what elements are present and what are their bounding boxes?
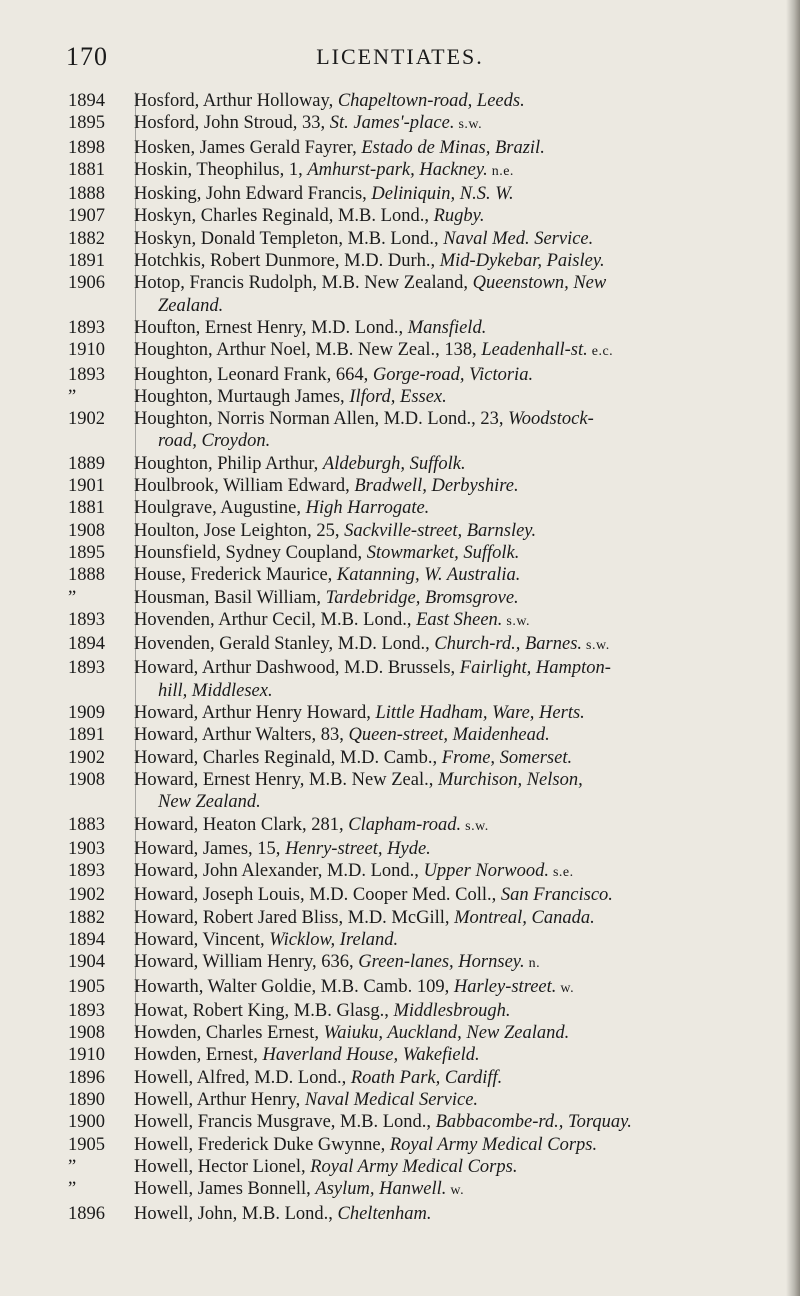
list-item xyxy=(68,542,768,564)
entry-year: 1907 xyxy=(68,206,105,227)
entry-text xyxy=(134,587,768,609)
entry-address: Queenstown, New xyxy=(472,273,607,294)
entry-text xyxy=(134,364,768,386)
entry-address: Leadenhall-st. xyxy=(481,340,588,361)
entry-text xyxy=(134,657,768,702)
entry-text xyxy=(134,1044,768,1066)
entry-address: Rugby. xyxy=(433,206,485,227)
entry-year: 1905 xyxy=(68,976,105,997)
page-edge-shadow xyxy=(786,0,800,1296)
entry-year: 1888 xyxy=(68,184,105,205)
entry-address-continuation: Zealand. xyxy=(158,295,224,316)
entry-text xyxy=(134,112,768,136)
entry-text xyxy=(134,929,768,951)
entry-text xyxy=(134,408,768,453)
page-number: 170 xyxy=(66,42,108,71)
entry-year: 1893 xyxy=(68,658,105,679)
entry-name: Hovenden, Gerald Stanley, M.D. Lond., xyxy=(134,634,435,655)
entry-text xyxy=(134,747,768,769)
entry-text xyxy=(134,633,768,657)
entry-address: Wicklow, Ireland. xyxy=(269,929,399,950)
entry-year: 1893 xyxy=(68,861,105,882)
list-item xyxy=(68,951,768,975)
entry-year: 1908 xyxy=(68,520,105,541)
entry-year: ” xyxy=(68,587,77,608)
entry-year: 1888 xyxy=(68,565,105,586)
entry-address: Fairlight, Hampton- xyxy=(459,658,611,679)
entry-year: 1906 xyxy=(68,273,105,294)
entry-address: Sackville-street, Barnsley. xyxy=(344,520,537,541)
entry-address: Deliniquin, N.S. W. xyxy=(371,184,514,205)
list-item xyxy=(68,250,768,272)
entry-name: Howard, Arthur Walters, 83, xyxy=(134,725,349,746)
list-item xyxy=(68,1156,768,1178)
list-item xyxy=(68,1067,768,1089)
entry-address: Haverland House, Wakefield. xyxy=(262,1045,480,1066)
list-item xyxy=(68,884,768,906)
entry-year: ” xyxy=(68,386,77,407)
entry-text xyxy=(134,228,768,250)
entry-name: Hosford, John Stroud, 33, xyxy=(134,113,330,134)
entry-district: s.e. xyxy=(548,865,574,881)
entry-name: Hosken, James Gerald Fayrer, xyxy=(134,137,362,158)
entry-name: House, Frederick Maurice, xyxy=(134,565,337,586)
entry-text xyxy=(134,564,768,586)
entry-name: Howarth, Walter Goldie, M.B. Camb. 109, xyxy=(134,976,454,997)
entry-address: Aldeburgh, Suffolk. xyxy=(322,453,466,474)
entry-year: 1904 xyxy=(68,952,105,973)
entry-address: Royal Army Medical Corps. xyxy=(389,1134,598,1155)
entry-name: Houfton, Ernest Henry, M.D. Lond., xyxy=(134,317,408,338)
list-item xyxy=(68,475,768,497)
entry-year: 1891 xyxy=(68,251,105,272)
entry-year: 1909 xyxy=(68,703,105,724)
entry-text xyxy=(134,724,768,746)
list-item xyxy=(68,317,768,339)
list-item xyxy=(68,90,768,112)
entry-name: Howden, Charles Ernest, xyxy=(134,1023,324,1044)
list-item xyxy=(68,657,768,702)
entry-address: San Francisco. xyxy=(500,885,613,906)
list-item xyxy=(68,587,768,609)
list-item xyxy=(68,1134,768,1156)
entry-name: Houghton, Philip Arthur, xyxy=(134,453,323,474)
entry-year: 1896 xyxy=(68,1067,105,1088)
list-item xyxy=(68,1203,768,1225)
entry-name: Hoskyn, Donald Templeton, M.B. Lond., xyxy=(134,228,444,249)
entry-name: Howden, Ernest, xyxy=(134,1045,263,1066)
entry-address: Naval Med. Service. xyxy=(443,228,594,249)
entry-district: s.w. xyxy=(502,613,531,629)
entry-name: Houghton, Arthur Noel, M.B. New Zeal., 138, xyxy=(134,340,482,361)
entry-name: Hotop, Francis Rudolph, M.B. New Zealand, xyxy=(134,273,473,294)
list-item xyxy=(68,860,768,884)
entry-address: Middlesbrough. xyxy=(393,1000,511,1021)
entry-address: Tardebridge, Bromsgrove. xyxy=(325,587,519,608)
entry-name: Hoskyn, Charles Reginald, M.B. Lond., xyxy=(134,206,434,227)
entry-year: 1908 xyxy=(68,769,105,790)
entry-name: Hovenden, Arthur Cecil, M.B. Lond., xyxy=(134,609,417,630)
entry-name: Houghton, Murtaugh James, xyxy=(134,386,350,407)
entry-text xyxy=(134,159,768,183)
entry-year: 1902 xyxy=(68,885,105,906)
entry-district: w. xyxy=(556,980,575,996)
entry-year: 1894 xyxy=(68,929,105,950)
entry-address: Church-rd., Barnes. xyxy=(434,634,583,655)
list-item xyxy=(68,633,768,657)
entry-address: Murchison, Nelson, xyxy=(437,769,583,790)
entry-text xyxy=(134,1000,768,1022)
entry-text xyxy=(134,542,768,564)
list-item xyxy=(68,769,768,814)
list-item xyxy=(68,564,768,586)
entry-text xyxy=(134,1178,768,1202)
entry-text xyxy=(134,317,768,339)
entry-year: 1894 xyxy=(68,91,105,111)
entry-address: Babbacombe-rd., Torquay. xyxy=(435,1112,632,1133)
entry-address: High Harrogate. xyxy=(305,498,430,519)
entry-text xyxy=(134,769,768,814)
entry-text xyxy=(134,1067,768,1089)
entry-year: 1910 xyxy=(68,340,105,361)
licentiates-list xyxy=(68,90,768,1225)
entry-address: Asylum, Hanwell. xyxy=(315,1179,447,1200)
list-item xyxy=(68,364,768,386)
entry-name: Howard, Vincent, xyxy=(134,929,270,950)
list-item xyxy=(68,747,768,769)
entry-address: Waiuku, Auckland, New Zealand. xyxy=(323,1023,570,1044)
entry-address: Montreal, Canada. xyxy=(454,907,595,928)
entry-district: s.w. xyxy=(454,117,483,133)
entry-address: Queen-street, Maidenhead. xyxy=(348,725,550,746)
entry-address: Upper Norwood. xyxy=(423,861,549,882)
entry-text xyxy=(134,1134,768,1156)
entry-district: e.c. xyxy=(587,344,614,360)
entry-name: Hotchkis, Robert Dunmore, M.D. Durh., xyxy=(134,251,440,272)
entry-name: Howell, Frederick Duke Gwynne, xyxy=(134,1134,390,1155)
entry-name: Howard, John Alexander, M.D. Lond., xyxy=(134,861,424,882)
entry-year: 1883 xyxy=(68,814,105,835)
entry-name: Howat, Robert King, M.B. Glasg., xyxy=(134,1000,394,1021)
entry-year: 1881 xyxy=(68,159,105,180)
list-item xyxy=(68,339,768,363)
list-item xyxy=(68,1089,768,1111)
entry-name: Hosford, Arthur Holloway, xyxy=(134,91,338,111)
entry-text xyxy=(134,814,768,838)
list-item xyxy=(68,228,768,250)
entry-name: Houghton, Norris Norman Allen, M.D. Lond., 23, xyxy=(134,409,509,430)
list-item xyxy=(68,272,768,317)
entry-name: Howard, William Henry, 636, xyxy=(134,952,359,973)
entry-year: 1893 xyxy=(68,364,105,385)
list-item xyxy=(68,1000,768,1022)
entry-year: 1893 xyxy=(68,609,105,630)
entry-address: Henry-street, Hyde. xyxy=(285,838,431,859)
list-item xyxy=(68,609,768,633)
entry-year: 1910 xyxy=(68,1045,105,1066)
entry-text xyxy=(134,976,768,1000)
entry-year: 1903 xyxy=(68,838,105,859)
entry-text xyxy=(134,205,768,227)
entry-year: 1900 xyxy=(68,1112,105,1133)
list-item xyxy=(68,1111,768,1133)
entry-name: Howard, Ernest Henry, M.B. New Zeal., xyxy=(134,769,438,790)
entry-year: 1893 xyxy=(68,1000,105,1021)
entry-district: s.w. xyxy=(461,818,489,834)
entry-year: 1908 xyxy=(68,1023,105,1044)
running-head: LICENTIATES. xyxy=(316,44,484,69)
entry-district: n. xyxy=(524,956,541,972)
entry-address: Naval Medical Service. xyxy=(304,1090,479,1111)
entry-year: 1898 xyxy=(68,137,105,158)
entry-address: Ilford, Essex. xyxy=(349,386,447,407)
list-item xyxy=(68,724,768,746)
entry-name: Howell, John, M.B. Lond., xyxy=(134,1203,338,1224)
entry-year: 1895 xyxy=(68,113,105,134)
entry-year: 1894 xyxy=(68,634,105,655)
entry-text xyxy=(134,183,768,205)
entry-name: Hounsfield, Sydney Coupland, xyxy=(134,542,367,563)
entry-address: Gorge-road, Victoria. xyxy=(372,364,534,385)
entry-name: Howell, Hector Lionel, xyxy=(134,1156,311,1177)
entry-name: Houlton, Jose Leighton, 25, xyxy=(134,520,345,541)
entry-address: Amhurst-park, Hackney. xyxy=(307,159,488,180)
entry-address: Green-lanes, Hornsey. xyxy=(358,952,525,973)
list-item xyxy=(68,137,768,159)
list-item xyxy=(68,838,768,860)
list-item xyxy=(68,929,768,951)
entry-address: East Sheen. xyxy=(416,609,503,630)
list-item xyxy=(68,1022,768,1044)
entry-year: 1895 xyxy=(68,542,105,563)
entry-address: Royal Army Medical Corps. xyxy=(310,1156,518,1177)
list-item xyxy=(68,1044,768,1066)
entry-name: Houlbrook, William Edward, xyxy=(134,476,355,497)
list-item xyxy=(68,112,768,136)
entry-district: w. xyxy=(446,1183,465,1199)
entry-text xyxy=(134,386,768,408)
entry-year: 1882 xyxy=(68,907,105,928)
list-item xyxy=(68,976,768,1000)
entry-district: n.e. xyxy=(487,163,514,179)
entry-text xyxy=(134,1203,768,1225)
entry-address: Mansfield. xyxy=(407,317,487,338)
entry-year: 1896 xyxy=(68,1203,105,1224)
entry-name: Howard, Joseph Louis, M.D. Cooper Med. Coll., xyxy=(134,885,501,906)
entry-address: Mid-Dykebar, Paisley. xyxy=(439,251,605,272)
entry-name: Houghton, Leonard Frank, 664, xyxy=(134,364,373,385)
entry-address: Chapeltown-road, Leeds. xyxy=(337,91,525,111)
entry-text xyxy=(134,250,768,272)
entry-name: Howard, Charles Reginald, M.D. Camb., xyxy=(134,747,442,768)
list-item xyxy=(68,814,768,838)
entry-text xyxy=(134,1156,768,1178)
list-item xyxy=(68,702,768,724)
entry-name: Howell, Alfred, M.D. Lond., xyxy=(134,1067,351,1088)
list-item xyxy=(68,386,768,408)
list-item xyxy=(68,159,768,183)
entry-address: Harley-street. xyxy=(453,976,557,997)
entry-address: Frome, Somerset. xyxy=(441,747,573,768)
entry-year: 1881 xyxy=(68,498,105,519)
entry-text xyxy=(134,453,768,475)
list-item xyxy=(68,907,768,929)
entry-text xyxy=(134,1089,768,1111)
entry-text xyxy=(134,907,768,929)
entry-address: Estado de Minas, Brazil. xyxy=(361,137,545,158)
entry-text xyxy=(134,475,768,497)
entry-text xyxy=(134,497,768,519)
entry-address: Roath Park, Cardiff. xyxy=(350,1067,503,1088)
entry-year: 1902 xyxy=(68,747,105,768)
entry-year: 1882 xyxy=(68,228,105,249)
entry-address-continuation: road, Croydon. xyxy=(158,431,271,452)
entry-text xyxy=(134,609,768,633)
entry-address: Little Hadham, Ware, Herts. xyxy=(375,703,585,724)
entry-text xyxy=(134,1111,768,1133)
entry-text xyxy=(134,272,768,317)
entry-district: s.w. xyxy=(582,638,610,654)
entry-address: Stowmarket, Suffolk. xyxy=(366,542,520,563)
entry-name: Howard, Arthur Dashwood, M.D. Brussels, xyxy=(134,658,460,679)
entry-address-continuation: New Zealand. xyxy=(158,792,261,813)
entry-year: 1889 xyxy=(68,453,105,474)
entry-address: Clapham-road. xyxy=(348,814,462,835)
entry-text xyxy=(134,860,768,884)
entry-text xyxy=(134,520,768,542)
entry-name: Housman, Basil William, xyxy=(134,587,326,608)
entry-text xyxy=(134,90,768,112)
entry-address: Bradwell, Derbyshire. xyxy=(354,476,519,497)
entry-address: Katanning, W. Australia. xyxy=(336,565,521,586)
list-item xyxy=(68,205,768,227)
list-item xyxy=(68,497,768,519)
entry-address: Cheltenham. xyxy=(337,1203,432,1224)
entry-name: Howell, James Bonnell, xyxy=(134,1179,316,1200)
entry-year: 1902 xyxy=(68,409,105,430)
entry-name: Houlgrave, Augustine, xyxy=(134,498,306,519)
list-item xyxy=(68,1178,768,1202)
entry-address: St. James'-place. xyxy=(329,113,455,134)
entry-year: 1905 xyxy=(68,1134,105,1155)
entry-name: Howard, Arthur Henry Howard, xyxy=(134,703,376,724)
entry-name: Howard, Heaton Clark, 281, xyxy=(134,814,349,835)
list-item xyxy=(68,520,768,542)
entry-year: 1893 xyxy=(68,317,105,338)
entry-name: Hosking, John Edward Francis, xyxy=(134,184,372,205)
entry-text xyxy=(134,884,768,906)
entry-text xyxy=(134,137,768,159)
entry-name: Howell, Arthur Henry, xyxy=(134,1090,305,1111)
entry-year: 1890 xyxy=(68,1090,105,1111)
entry-year: ” xyxy=(68,1179,77,1200)
entry-text xyxy=(134,1022,768,1044)
entry-text xyxy=(134,702,768,724)
entry-text xyxy=(134,339,768,363)
entry-text xyxy=(134,838,768,860)
entry-text xyxy=(134,951,768,975)
entry-name: Howard, Robert Jared Bliss, M.D. McGill, xyxy=(134,907,455,928)
entry-year: ” xyxy=(68,1156,77,1177)
entry-address: Woodstock- xyxy=(508,409,594,430)
entry-name: Howard, James, 15, xyxy=(134,838,286,859)
entry-name: Howell, Francis Musgrave, M.B. Lond., xyxy=(134,1112,436,1133)
entry-year: 1891 xyxy=(68,725,105,746)
entry-year: 1901 xyxy=(68,476,105,497)
list-item xyxy=(68,408,768,453)
entry-name: Hoskin, Theophilus, 1, xyxy=(134,159,308,180)
list-item xyxy=(68,183,768,205)
entry-address-continuation: hill, Middlesex. xyxy=(158,680,273,701)
list-item xyxy=(68,453,768,475)
